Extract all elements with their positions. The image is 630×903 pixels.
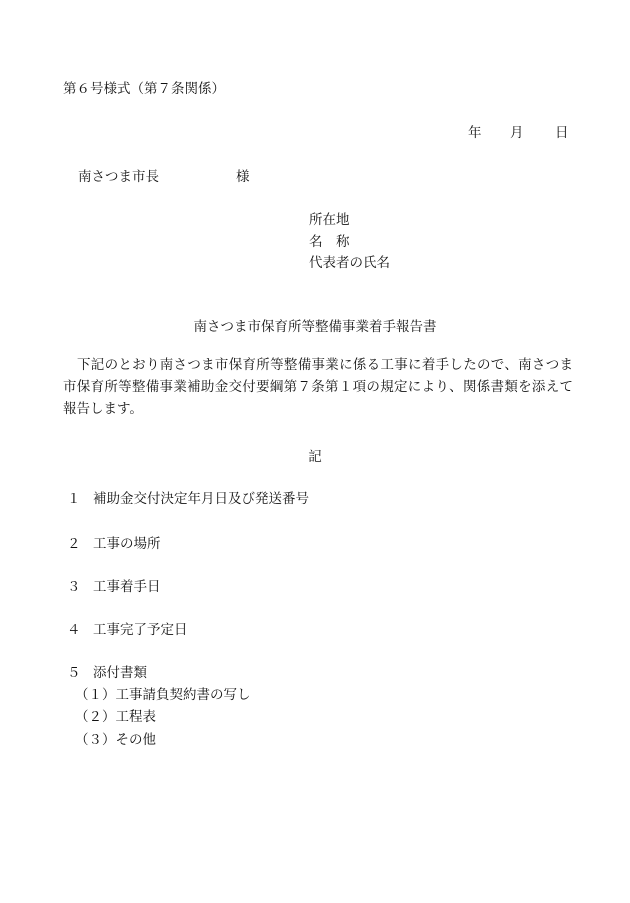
item-number: ３ [67, 579, 81, 595]
attachment-item: （３）その他 [75, 732, 156, 748]
date-field [468, 123, 573, 143]
list-item [67, 663, 147, 683]
applicant-name-label: 名 称 [309, 233, 350, 250]
date-month-label: 月 [510, 125, 524, 141]
list-item [67, 534, 161, 554]
document-title: 南さつま市保育所等整備事業着手報告書 [193, 319, 437, 335]
item-number: ４ [67, 622, 81, 638]
applicant-address-label: 所在地 [309, 212, 350, 228]
item-label: 工事着手日 [93, 579, 161, 595]
date-day-label: 日 [555, 125, 569, 141]
date-year-label: 年 [468, 125, 482, 141]
applicant-block [309, 210, 390, 275]
item-label: 工事完了予定日 [93, 622, 188, 638]
item-label: 添付書類 [93, 665, 147, 681]
addressee-name: 南さつま市長 [78, 169, 159, 185]
attachment-item: （１）工事請負契約書の写し [75, 687, 251, 703]
attachment-item: （２）工程表 [75, 709, 156, 725]
item-label: 工事の場所 [93, 536, 161, 552]
list-item [67, 577, 161, 597]
addressee-honorific: 様 [236, 169, 250, 185]
item-label: 補助金交付決定年月日及び発送番号 [93, 491, 309, 507]
form-number: 第６号様式（第７条関係） [63, 81, 225, 97]
list-item [67, 620, 188, 640]
item-number: ２ [67, 536, 81, 552]
applicant-representative-label: 代表者の氏名 [309, 255, 390, 271]
item-number: ５ [67, 665, 81, 681]
body-paragraph: 下記のとおり南さつま市保育所等整備事業に係る工事に着手したので、南さつま市保育所等整備事業補助金交付要綱第７条第１項の規定により、関係書類を添えて報告します。 [63, 357, 573, 417]
list-item [67, 489, 309, 509]
item-number: １ [67, 491, 81, 507]
ki-heading: 記 [308, 449, 322, 465]
